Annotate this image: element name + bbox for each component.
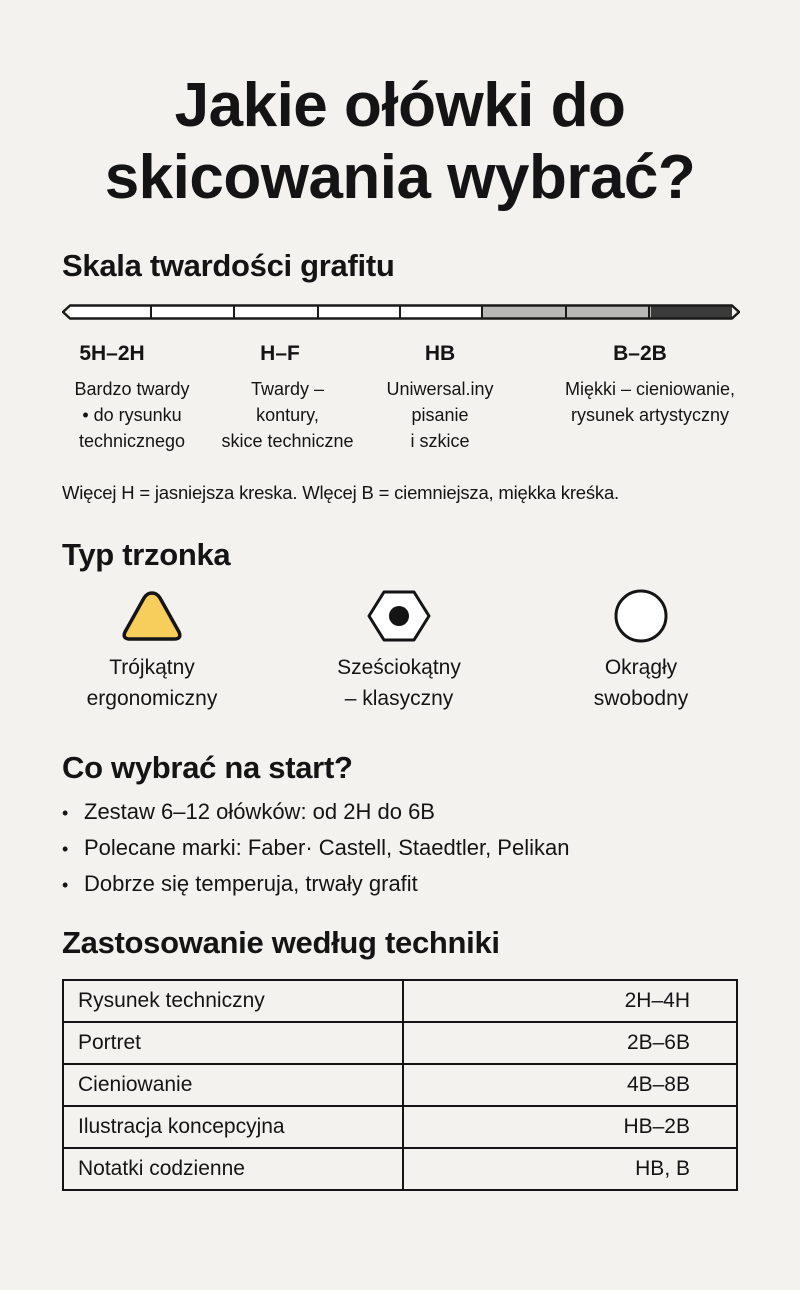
body-type-heading: Typ trzonka — [62, 537, 231, 572]
list-item — [62, 833, 569, 869]
start-heading: Co wybrać na start? — [62, 750, 353, 785]
bullet-icon: • — [62, 875, 69, 895]
label-line: – klasyczny — [344, 687, 454, 710]
grade-cell: 4B–8B — [403, 1064, 737, 1106]
grade-desc-b-2b — [545, 376, 755, 428]
label-line: Sześciokątny — [337, 656, 461, 679]
table-row — [63, 1064, 737, 1106]
technique-cell: Ilustracja koncepcyjna — [63, 1106, 403, 1148]
table-row — [63, 1106, 737, 1148]
table-row — [63, 980, 737, 1022]
usage-table — [62, 979, 738, 1191]
label-line: Okrągły — [604, 656, 678, 679]
grade-cell: HB, B — [403, 1148, 737, 1190]
technique-cell: Portret — [63, 1022, 403, 1064]
bullet-text: Zestaw 6–12 ołówków: od 2H do 6B — [84, 799, 435, 824]
desc-line: Uniwersal.iny — [386, 379, 494, 399]
grade-label-5h-2h: 5H–2H — [79, 342, 145, 365]
page-title — [0, 70, 800, 214]
technique-cell: Cieniowanie — [63, 1064, 403, 1106]
list-item — [62, 869, 569, 905]
grade-label-b-2b: B–2B — [613, 342, 667, 365]
desc-line: i szkice — [410, 431, 470, 451]
desc-line: Miękki – cieniowanie, — [564, 379, 736, 399]
hardness-scale-bar — [62, 304, 740, 320]
table-row — [63, 1148, 737, 1190]
bullet-text: Dobrze się temperuja, trwały grafit — [84, 871, 418, 896]
title-line-1: Jakie ołówki do — [174, 71, 626, 140]
label-line: ergonomiczny — [86, 687, 218, 710]
grade-desc-h-f — [205, 376, 370, 454]
bullet-icon: • — [62, 839, 69, 859]
desc-line: rysunek artystyczny — [570, 405, 730, 425]
hexagon-icon — [364, 588, 434, 644]
desc-line: kontury, — [256, 405, 319, 425]
bullet-icon: • — [62, 803, 69, 823]
desc-line: Twardy – — [250, 379, 325, 399]
title-line-2: skicowania wybrać? — [104, 143, 696, 212]
bullet-text: Polecane marki: Faber· Castell, Staedtler, Pelikan — [84, 835, 570, 860]
shape-label-round — [531, 652, 751, 714]
table-row — [63, 1022, 737, 1064]
desc-line: • do rysunku — [82, 405, 182, 425]
grade-cell: 2B–6B — [403, 1022, 737, 1064]
grade-label-hb: HB — [424, 342, 456, 365]
grade-desc-5h-2h — [52, 376, 212, 454]
grade-cell: HB–2B — [403, 1106, 737, 1148]
grade-cell: 2H–4H — [403, 980, 737, 1022]
hardness-heading: Skala twardości grafitu — [62, 248, 395, 283]
start-bullet-list — [62, 797, 569, 905]
grade-desc-hb — [365, 376, 515, 454]
desc-line: Bardzo twardy — [74, 379, 190, 399]
grade-label-h-f: H–F — [260, 342, 300, 365]
usage-heading: Zastosowanie według techniki — [62, 925, 500, 960]
circle-icon — [606, 588, 676, 644]
technique-cell: Notatki codzienne — [63, 1148, 403, 1190]
label-line: Trójkątny — [109, 656, 195, 679]
label-line: swobodny — [593, 687, 689, 710]
shape-label-hexagonal — [289, 652, 509, 714]
triangle-icon — [117, 588, 187, 644]
desc-line: technicznego — [78, 431, 186, 451]
shape-label-triangular — [42, 652, 262, 714]
list-item — [62, 797, 569, 833]
desc-line: skice techniczne — [221, 431, 354, 451]
hardness-note: Więcej H = jasniejsza kreska. Wlęcej B = ciemniejsza, miękka kreśka. — [62, 482, 620, 503]
desc-line: pisanie — [411, 405, 469, 425]
technique-cell: Rysunek techniczny — [63, 980, 403, 1022]
